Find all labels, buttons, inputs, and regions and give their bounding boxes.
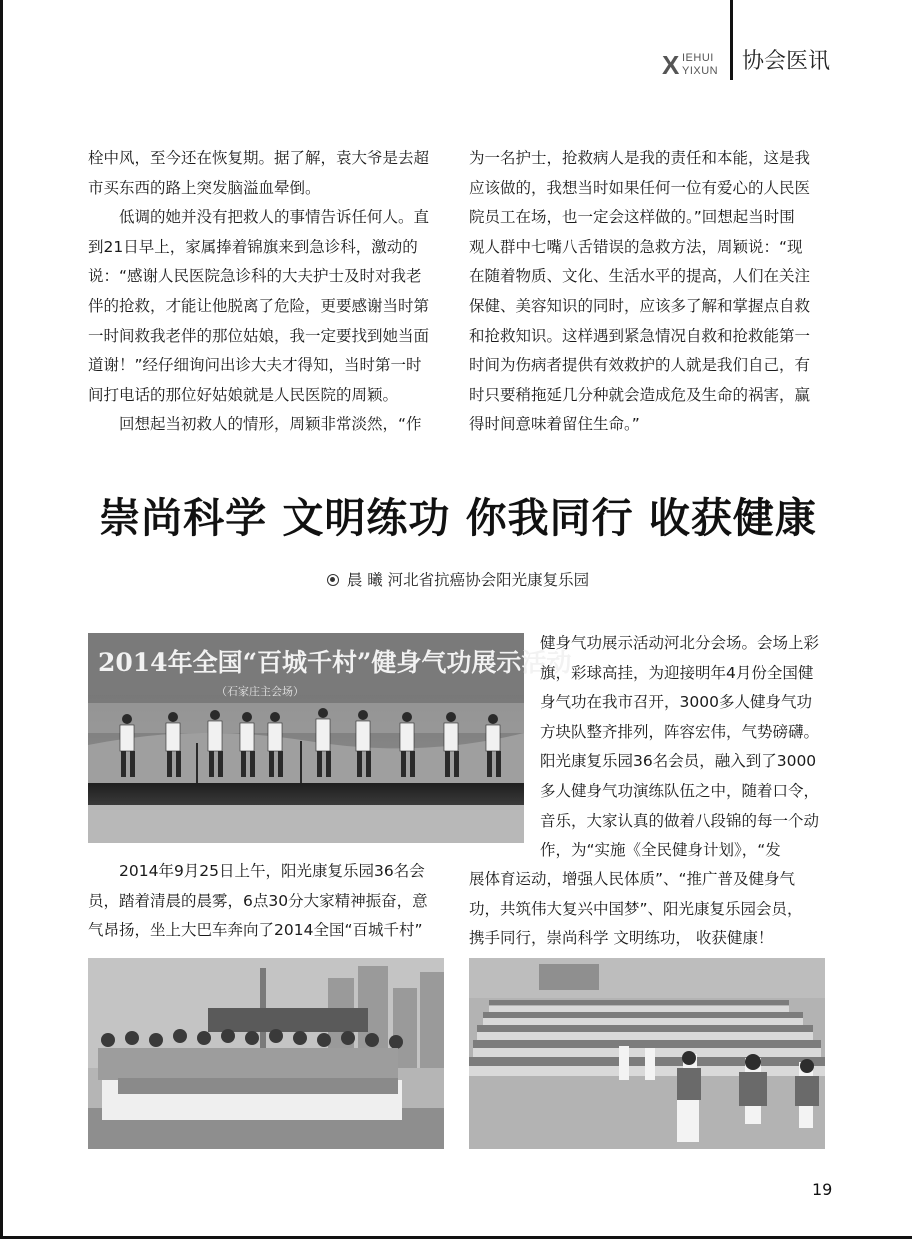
- header-divider: [730, 0, 733, 80]
- text-line: 和抢救知识。这样遇到紧急情况自救和抢救能第一: [469, 326, 811, 345]
- text-line: 时只要稍拖延几分种就会造成危及生命的祸害，赢: [469, 385, 811, 404]
- text-line: 阳光康复乐园36名会员，融入到了3000: [540, 752, 817, 771]
- byline-bullet-icon: [327, 574, 339, 586]
- text-line: 作，为“实施《全民健身计划》，“发: [540, 841, 781, 860]
- text-line: 多人健身气功演练队伍之中，随着口令，: [540, 781, 820, 800]
- text-line: 观人群中七嘴八舌错误的急救方法，周颖说：“现: [469, 237, 803, 256]
- text-line: 低调的她并没有把救人的事情告诉任何人。直: [119, 208, 430, 227]
- page-number: 19: [812, 1180, 833, 1199]
- article-right-column-top: [540, 629, 830, 866]
- page-frame-left: [0, 0, 3, 1239]
- text-line: 伴的抢救，才能让他脱离了危险，更要感谢当时第: [88, 296, 430, 315]
- text-line: 时间为伤病者提供有效救护的人就是我们自己，有: [469, 356, 811, 375]
- text-line: 栓中风，至今还在恢复期。据了解，袁大爷是去超: [88, 149, 430, 167]
- text-line: 道谢！”经仔细询问出诊大夫才得知，当时第一时: [88, 356, 422, 375]
- text-line: 功，共筑伟大复兴中国梦”、阳光康复乐园会员，: [469, 899, 803, 918]
- photo-stage-ceremony: [88, 633, 572, 843]
- prev-article-right-column: [469, 144, 829, 440]
- byline-text: 晨 曦 河北省抗癌协会阳光康复乐园: [346, 571, 590, 589]
- group-photo-image: [88, 958, 444, 1149]
- text-line: 身气功在我市召开，3000多人健身气功: [540, 693, 812, 712]
- logo-bottom-text: YIXUN: [682, 65, 719, 77]
- photo-crowd-exercise: [469, 958, 825, 1149]
- text-line: 一时间救我老伴的那位姑娘，我一定要找到她当面: [88, 326, 430, 345]
- text-line: 方块队整齐排列，阵容宏伟，气势磅礴。: [540, 722, 820, 741]
- stage-banner-title: 2014年全国“百城千村”健身气功展示活动: [98, 648, 572, 677]
- logo-letter: X: [662, 50, 680, 80]
- text-line: 在随着物质、文化、生活水平的提高，人们在关注: [469, 267, 811, 286]
- article-byline: [88, 568, 828, 592]
- text-line: 音乐，大家认真的做着八段锦的每一个动: [540, 811, 820, 830]
- text-line: 间打电话的那位好姑娘就是人民医院的周颖。: [88, 385, 399, 404]
- text-line: 保健、美容知识的同时，应该多了解和掌握点自救: [469, 296, 811, 315]
- text-line: 气昂扬，坐上大巴车奔向了2014全国“百城千村”: [88, 921, 423, 940]
- logo-top-text: IEHUI: [682, 52, 714, 64]
- text-line: 员，踏着清晨的晨雾，6点30分大家精神振奋，意: [88, 891, 428, 910]
- text-line: 院员工在场，也一定会这样做的。”回想起当时围: [469, 208, 795, 227]
- text-line: 为一名护士，抢救病人是我的责任和本能，这是我: [469, 149, 811, 167]
- section-title: 协会医讯: [742, 49, 831, 74]
- text-line: 得时间意味着留住生命。”: [469, 415, 640, 434]
- prev-article-left-column: [88, 144, 444, 440]
- stage-banner-subtitle: （石家庄主会场）: [216, 685, 304, 698]
- article-left-column: [88, 857, 454, 946]
- text-line: 到21日早上，家属捧着锦旗来到急诊科，激动的: [88, 237, 418, 256]
- stage-photo-image: [88, 633, 572, 843]
- text-line: 旗，彩球高挂，为迎接明年4月份全国健: [540, 663, 814, 682]
- article-right-column-bottom: [469, 865, 829, 954]
- text-line: 说：“感谢人民医院急诊科的大夫护士及时对我老: [88, 267, 422, 286]
- text-line: 回想起当初救人的情形，周颖非常淡然，“作: [119, 415, 422, 434]
- column-logo: [662, 50, 732, 80]
- article-title: 崇尚科学 文明练功 你我同行 收获健康: [99, 494, 817, 542]
- text-line: 市买东西的路上突发脑溢血晕倒。: [88, 178, 321, 197]
- text-line: 健身气功展示活动河北分会场。会场上彩: [540, 634, 820, 652]
- text-line: 2014年9月25日上午，阳光康复乐园36名会: [119, 862, 425, 880]
- text-line: 应该做的，我想当时如果任何一位有爱心的人民医: [469, 178, 811, 197]
- crowd-photo-image: [469, 958, 825, 1149]
- text-line: 展体育运动，增强人民体质”、“推广普及健身气: [469, 870, 796, 888]
- text-line: 携手同行，崇尚科学 文明练功， 收获健康！: [469, 929, 774, 948]
- photo-group: [88, 958, 444, 1149]
